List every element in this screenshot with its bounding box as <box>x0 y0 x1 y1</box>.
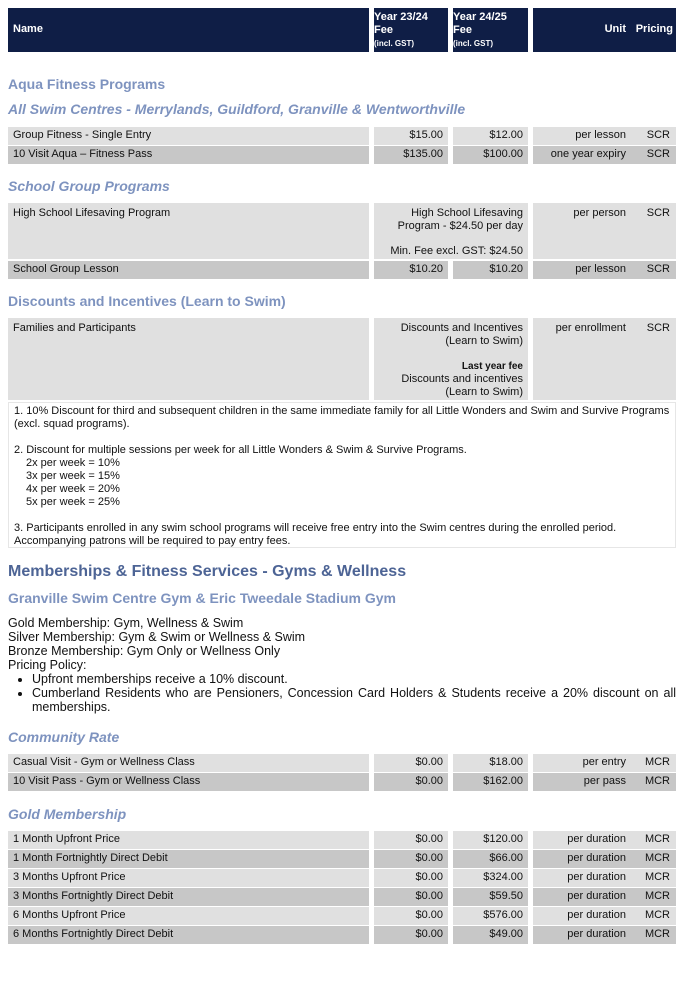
discount-name: Families and Participants <box>13 322 136 334</box>
row-fee-2324: $135.00 <box>374 146 448 164</box>
community-section-title: Community Rate <box>8 729 120 745</box>
row-unit-pricing-cell <box>533 127 676 145</box>
row-fee-2425: $324.00 <box>453 869 528 887</box>
discount-pricing: SCR <box>646 322 670 334</box>
row-name: School Group Lesson <box>8 261 369 279</box>
row-unit: per duration <box>567 928 626 940</box>
row-unit: per duration <box>567 890 626 902</box>
row-unit-pricing-cell <box>533 926 676 944</box>
lifesaving-fee-line1: High School Lifesaving <box>411 207 523 219</box>
row-fee-2425: $162.00 <box>453 773 528 791</box>
row-unit-pricing-cell <box>533 869 676 887</box>
row-pricing: MCR <box>644 833 670 845</box>
discount-name-cell <box>8 318 369 400</box>
lifesaving-fee-cell <box>374 203 528 259</box>
header-year-2425-cell <box>453 8 528 52</box>
row-name: Group Fitness - Single Entry <box>8 127 369 145</box>
discount-note-3: 3. Participants enrolled in any swim school programs will receive free entry into the Swim centres during the enrolled period. Accompanying patrons will be required to pay entry fees. <box>14 522 617 547</box>
row-fee-2425: $59.50 <box>453 888 528 906</box>
header-year-2324-cell <box>374 8 448 52</box>
row-fee-2324: $15.00 <box>374 127 448 145</box>
header-year-2324-line3: (incl. GST) <box>374 39 414 48</box>
row-name: 1 Month Fortnightly Direct Debit <box>8 850 369 868</box>
row-pricing: MCR <box>644 756 670 768</box>
pricing-policy-label: Pricing Policy: <box>8 658 87 672</box>
header-pricing-label: Pricing <box>635 23 673 35</box>
row-pricing: SCR <box>646 129 670 141</box>
row-fee-2324: $0.00 <box>374 888 448 906</box>
discount-note-2-list <box>14 457 670 509</box>
aqua-section-title: Aqua Fitness Programs <box>8 76 166 92</box>
row-fee-2425: $12.00 <box>453 127 528 145</box>
discount-note-2: 2. Discount for multiple sessions per week for all Little Wonders & Swim & Survive Programs. <box>14 444 467 456</box>
membership-description <box>8 616 676 714</box>
row-fee-2425: $120.00 <box>453 831 528 849</box>
discount-fee-line1: Discounts and Incentives <box>400 322 523 334</box>
row-unit: per pass <box>583 775 626 787</box>
header-name-label: Name <box>13 23 43 35</box>
row-pricing: MCR <box>644 775 670 787</box>
row-unit: one year expiry <box>550 148 626 160</box>
silver-membership-desc: Silver Membership: Gym & Swim or Wellness & Swim <box>8 630 306 644</box>
memberships-section-subtitle: Granville Swim Centre Gym & Eric Tweedale Stadium Gym <box>8 590 396 606</box>
lifesaving-pricing: SCR <box>646 207 670 219</box>
row-fee-2324: $0.00 <box>374 831 448 849</box>
lifesaving-name: High School Lifesaving Program <box>13 207 171 219</box>
row-pricing: SCR <box>646 263 670 275</box>
row-name: 6 Months Fortnightly Direct Debit <box>8 926 369 944</box>
row-name: 3 Months Upfront Price <box>8 869 369 887</box>
discount-notes-box <box>8 402 676 548</box>
discount-note-1: 1. 10% Discount for third and subsequent children in the same immediate family for all Little Wonders and Swim and Survive Programs (excl. squad programs). <box>14 405 670 430</box>
row-unit: per entry <box>582 756 626 768</box>
row-unit-pricing-cell <box>533 773 676 791</box>
lifesaving-unit-cell <box>533 203 676 259</box>
discount-last-year-label: Last year fee <box>461 361 523 372</box>
pricing-policy-item: • Cumberland Residents who are Pensioners, Concession Card Holders & Students receive a 20% discount on all memberships. <box>32 686 676 714</box>
row-unit-pricing-cell <box>533 888 676 906</box>
row-fee-2425: $18.00 <box>453 754 528 772</box>
row-unit: per lesson <box>575 129 626 141</box>
row-pricing: MCR <box>644 890 670 902</box>
header-year-2324-line2: Fee <box>374 24 393 36</box>
header-year-2425-line1: Year 24/25 <box>453 11 507 23</box>
discount-note-2-item: 2x per week = 10% <box>26 457 120 469</box>
header-year-2425-line2: Fee <box>453 24 472 36</box>
row-unit-pricing-cell <box>533 850 676 868</box>
row-pricing: MCR <box>644 852 670 864</box>
lifesaving-unit: per person <box>573 207 626 219</box>
discount-note-2-item: 4x per week = 20% <box>26 483 120 495</box>
row-name: 6 Months Upfront Price <box>8 907 369 925</box>
gold-section-title: Gold Membership <box>8 806 127 822</box>
row-unit-pricing-cell <box>533 754 676 772</box>
row-fee-2324: $0.00 <box>374 907 448 925</box>
row-name: 3 Months Fortnightly Direct Debit <box>8 888 369 906</box>
discount-note-2-item: 3x per week = 15% <box>26 470 120 482</box>
discounts-section-title: Discounts and Incentives (Learn to Swim) <box>8 293 286 309</box>
discount-last-line2: (Learn to Swim) <box>445 386 523 398</box>
header-unit-pricing-cell <box>533 8 676 52</box>
row-unit: per duration <box>567 852 626 864</box>
memberships-section-title: Memberships & Fitness Services - Gyms & Wellness <box>8 563 407 580</box>
row-unit-pricing-cell <box>533 831 676 849</box>
header-year-2425-line3: (incl. GST) <box>453 39 493 48</box>
row-fee-2324: $10.20 <box>374 261 448 279</box>
lifesaving-fee-line2: Program - $24.50 per day <box>397 220 523 232</box>
row-unit: per duration <box>567 833 626 845</box>
row-name: 10 Visit Pass - Gym or Wellness Class <box>8 773 369 791</box>
row-unit-pricing-cell <box>533 907 676 925</box>
header-name-cell <box>8 8 369 52</box>
row-unit-pricing-cell <box>533 146 676 164</box>
discount-unit-cell <box>533 318 676 400</box>
row-unit: per duration <box>567 871 626 883</box>
row-pricing: MCR <box>644 928 670 940</box>
row-fee-2324: $0.00 <box>374 773 448 791</box>
aqua-section-subtitle: All Swim Centres - Merrylands, Guildford, Granville & Wentworthville <box>8 101 466 117</box>
row-fee-2425: $10.20 <box>453 261 528 279</box>
row-fee-2324: $0.00 <box>374 869 448 887</box>
row-fee-2324: $0.00 <box>374 926 448 944</box>
bronze-membership-desc: Bronze Membership: Gym Only or Wellness Only <box>8 644 281 658</box>
row-fee-2324: $0.00 <box>374 754 448 772</box>
discount-fee-line2: (Learn to Swim) <box>445 335 523 347</box>
row-unit-pricing-cell <box>533 261 676 279</box>
row-unit: per lesson <box>575 263 626 275</box>
row-name: Casual Visit - Gym or Wellness Class <box>8 754 369 772</box>
lifesaving-fee-line3: Min. Fee excl. GST: $24.50 <box>390 245 523 257</box>
discount-note-2-item: 5x per week = 25% <box>26 496 120 508</box>
row-fee-2425: $66.00 <box>453 850 528 868</box>
gold-membership-desc: Gold Membership: Gym, Wellness & Swim <box>8 616 244 630</box>
row-pricing: SCR <box>646 148 670 160</box>
row-name: 1 Month Upfront Price <box>8 831 369 849</box>
row-fee-2425: $576.00 <box>453 907 528 925</box>
row-fee-2425: $49.00 <box>453 926 528 944</box>
row-pricing: MCR <box>644 909 670 921</box>
header-year-2324-line1: Year 23/24 <box>374 11 428 23</box>
pricing-policy-list <box>8 672 676 714</box>
pricing-policy-item: • Upfront memberships receive a 10% discount. <box>32 672 676 686</box>
discount-fee-cell <box>374 318 528 400</box>
row-name: 10 Visit Aqua – Fitness Pass <box>8 146 369 164</box>
row-unit: per duration <box>567 909 626 921</box>
school-section-title: School Group Programs <box>8 178 170 194</box>
discount-unit: per enrollment <box>555 322 626 334</box>
lifesaving-name-cell <box>8 203 369 259</box>
header-unit-label: Unit <box>604 23 626 35</box>
row-fee-2425: $100.00 <box>453 146 528 164</box>
row-pricing: MCR <box>644 871 670 883</box>
row-fee-2324: $0.00 <box>374 850 448 868</box>
discount-last-line1: Discounts and incentives <box>401 373 523 385</box>
